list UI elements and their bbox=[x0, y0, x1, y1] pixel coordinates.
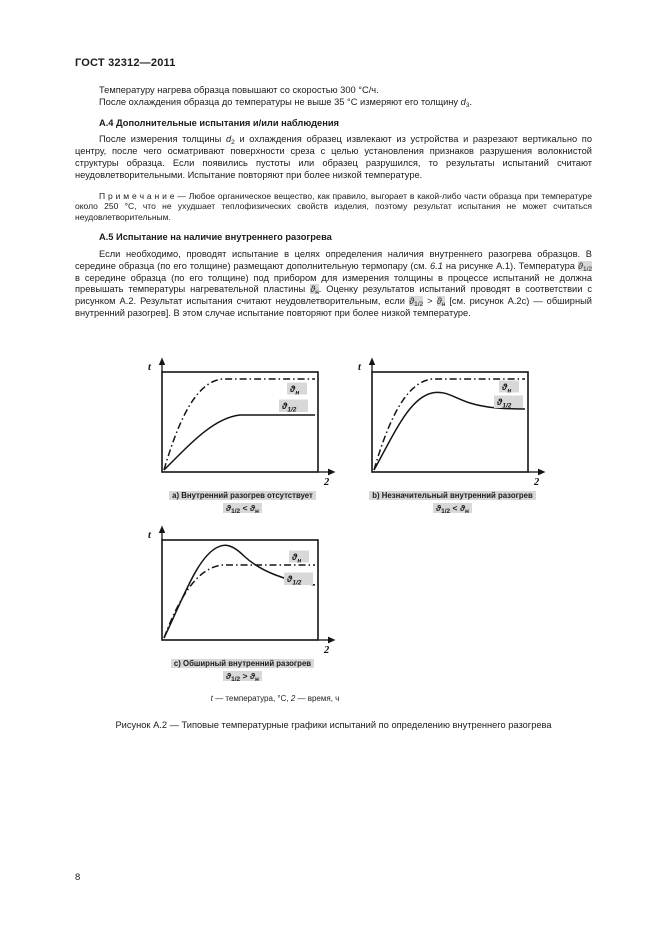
legend-text: — время, ч bbox=[295, 693, 340, 703]
graph-b-caption bbox=[350, 491, 555, 501]
subscript-half: 1/2 bbox=[441, 507, 451, 515]
subscript-half: 1/2 bbox=[502, 402, 512, 410]
x-axis-label: 2 bbox=[534, 476, 540, 488]
theta-symbol: ϑ bbox=[436, 502, 442, 513]
legend-symbol-time: 2 bbox=[290, 693, 296, 703]
subscript-n: н bbox=[295, 389, 300, 397]
theta-symbol: ϑ bbox=[502, 381, 508, 392]
formula-text bbox=[223, 503, 262, 513]
paragraph-thickness bbox=[75, 97, 592, 109]
subscript-half: 1/2 bbox=[292, 579, 302, 587]
caption-text: а) Внутренний разогрев отсутствует bbox=[169, 491, 316, 500]
paragraph-text: и охлаждения образец извлекают из устройства и разрезают вертикально по центру, после чего осматривают поверхности среза с целью установления признаков разрушения волокнистой структуры образца. Если появились пустоты или образец разрушился, то результаты испытаний считают неудовлетворительными. Испытание повторяют при более низкой температуре. bbox=[75, 134, 592, 180]
y-axis-label: t bbox=[358, 361, 361, 373]
caption-text: с) Обширный внутренний разогрев bbox=[171, 659, 314, 668]
subscript-half: 1/2 bbox=[231, 675, 241, 683]
graph-a bbox=[140, 356, 345, 514]
variable-d: d bbox=[226, 134, 232, 145]
variable-d: d bbox=[460, 96, 466, 107]
paragraph-a5 bbox=[75, 249, 592, 320]
y-axis-arrow-icon bbox=[159, 357, 165, 365]
x-axis-label: 2 bbox=[324, 644, 330, 656]
section-heading-a5: А.5 Испытание на наличие внутреннего разогрева bbox=[99, 232, 332, 243]
graph-c-caption bbox=[140, 659, 345, 669]
subscript-n: н bbox=[297, 557, 302, 565]
subscript-half: 1/2 bbox=[231, 507, 241, 515]
page-content bbox=[75, 57, 592, 730]
paragraph-text: [см. рисунок А.2с) — обширный внутренний разогрев]. В этом случае испытание повторяют при более низкой температуре. bbox=[75, 296, 592, 319]
theta-half-inline bbox=[578, 261, 592, 271]
note-paragraph bbox=[75, 191, 592, 224]
graph-b-formula bbox=[350, 503, 555, 514]
theta-symbol: ϑ bbox=[249, 502, 256, 513]
subscript-n: н bbox=[465, 507, 469, 515]
paragraph-text: на рисунке А.1). Температура bbox=[442, 260, 578, 271]
theta-symbol: ϑ bbox=[459, 502, 466, 513]
x-axis-arrow-icon bbox=[538, 468, 546, 475]
subscript-half: 1/2 bbox=[582, 265, 592, 273]
subscript-n: н bbox=[315, 289, 319, 297]
graph-b-plot bbox=[350, 356, 555, 488]
figure-a2 bbox=[75, 356, 592, 730]
x-axis-arrow-icon bbox=[328, 468, 336, 475]
theta-symbol: ϑ bbox=[292, 551, 298, 562]
graph-a-plot bbox=[140, 356, 345, 488]
formula-text bbox=[433, 503, 472, 513]
heater-temperature-curve bbox=[374, 379, 525, 470]
operator-gt: > bbox=[423, 296, 437, 307]
reference-6-1: 6.1 bbox=[430, 260, 443, 271]
subscript-3: 3 bbox=[465, 101, 470, 109]
graph-b bbox=[350, 356, 555, 514]
theta-symbol: ϑ bbox=[290, 383, 296, 394]
legend-symbol-t: t bbox=[210, 693, 213, 703]
subscript-n: н bbox=[255, 507, 259, 515]
theta-symbol: ϑ bbox=[249, 670, 256, 681]
paragraph-text: в середине образца (по его толщине) под прибором для измерения толщины в процессе испытаний не должна превышать температуры нагревательной пластины bbox=[75, 272, 592, 295]
theta-symbol: ϑ bbox=[436, 296, 442, 307]
graph-c-plot bbox=[140, 524, 345, 656]
subscript-n: н bbox=[255, 675, 259, 683]
paragraph-speed bbox=[75, 85, 592, 97]
paragraph-text: После измерения толщины bbox=[99, 134, 226, 145]
graph-c-formula bbox=[140, 671, 345, 682]
theta-half-inline bbox=[408, 296, 424, 309]
paragraph-text: . bbox=[469, 96, 473, 107]
caption-text: b) Незначительный внутренний разогрев bbox=[369, 491, 536, 500]
document-header: ГОСТ 32312—2011 bbox=[75, 57, 176, 69]
note-text: П р и м е ч а н и е — Любое органическое вещество, как правило, выгорает в какой-либо части образца при температуре около 250 °С, что не ухудшает теплофизических свойств изделия, поэтому результат испытания не может считаться неудовлетворительным. bbox=[75, 190, 592, 223]
graph-a-caption bbox=[140, 491, 345, 501]
paragraph-text: Если необходимо, проводят испытание в целях определения наличия внутреннего разогрева образцов. В середине образца (по его толщине) размещают дополнительную термопару (см. bbox=[75, 249, 592, 271]
subscript-n: н bbox=[507, 387, 512, 395]
paragraph-text: . Оценку результатов испытаний проводят в соответствии с рисунком А.2. Результат испытания считают неудовлетворительным, если bbox=[75, 284, 592, 307]
theta-symbol: ϑ bbox=[226, 670, 232, 681]
legend-text: — температура, °С, bbox=[212, 693, 291, 703]
operator: > bbox=[240, 670, 250, 681]
page-number: 8 bbox=[75, 872, 81, 883]
graph-a-formula bbox=[140, 503, 345, 514]
y-axis-arrow-icon bbox=[159, 525, 165, 533]
theta-n-inline bbox=[310, 284, 319, 297]
graph-row-top bbox=[140, 356, 592, 514]
y-axis-arrow-icon bbox=[369, 357, 375, 365]
y-axis-label: t bbox=[148, 361, 151, 373]
subscript-half: 1/2 bbox=[287, 406, 297, 414]
paragraph-text: Температуру нагрева образца повышают со скоростью 300 °С/ч. bbox=[99, 85, 379, 95]
graph-c bbox=[140, 524, 345, 682]
operator: < bbox=[240, 502, 250, 513]
paragraph-a4 bbox=[75, 134, 592, 181]
x-axis-arrow-icon bbox=[328, 636, 336, 643]
theta-symbol: ϑ bbox=[282, 400, 288, 411]
formula-text bbox=[223, 671, 262, 681]
operator: < bbox=[450, 502, 460, 513]
paragraph-text: После охлаждения образца до температуры не выше 35 °С измеряют его толщину bbox=[99, 96, 461, 107]
y-axis-label: t bbox=[148, 529, 151, 541]
middle-temperature-curve bbox=[164, 415, 315, 470]
graph-row-bottom bbox=[140, 524, 592, 682]
subscript-n: н bbox=[441, 301, 446, 309]
section-heading-a4: А.4 Дополнительные испытания и/или наблюдения bbox=[99, 117, 339, 128]
subscript-half: 1/2 bbox=[414, 301, 424, 309]
theta-symbol: ϑ bbox=[310, 284, 316, 295]
subscript-2: 2 bbox=[231, 139, 235, 147]
theta-symbol: ϑ bbox=[408, 296, 415, 307]
x-axis-label: 2 bbox=[324, 476, 330, 488]
theta-symbol: ϑ bbox=[497, 396, 503, 407]
figure-legend bbox=[75, 694, 475, 703]
theta-symbol: ϑ bbox=[226, 502, 232, 513]
figure-caption: Рисунок А.2 — Типовые температурные графики испытаний по определению внутреннего разогрева bbox=[115, 719, 552, 730]
theta-symbol: ϑ bbox=[577, 260, 583, 271]
theta-symbol: ϑ bbox=[287, 573, 293, 584]
